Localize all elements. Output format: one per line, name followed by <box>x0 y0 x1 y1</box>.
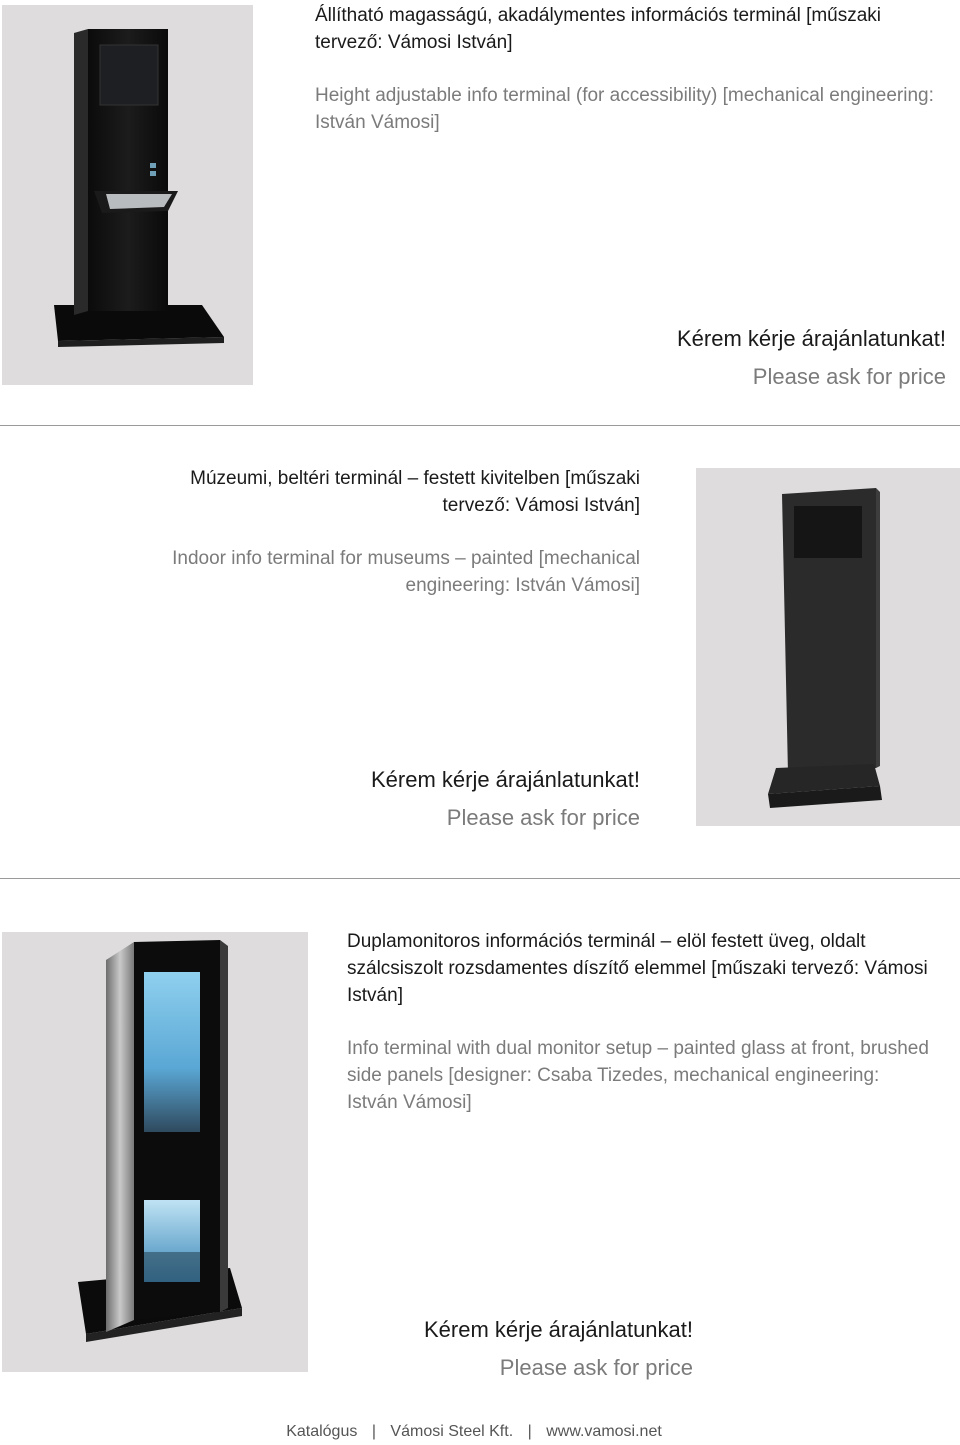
product-1-title-hu: Állítható magasságú, akadálymentes információs terminál [műszaki tervező: Vámosi István] <box>315 5 882 53</box>
product-photo-dual-monitor-terminal <box>2 932 308 1372</box>
product-2-price-request-hu: Kérem kérje árajánlatunkat! <box>370 767 640 792</box>
footer-catalog-label: Katalógus <box>286 1423 358 1440</box>
product-2-title-en: Indoor info terminal for museums – painted [mechanical engineering: István Vámosi] <box>172 548 640 596</box>
product-photo-museum-terminal <box>696 468 960 826</box>
product-1-title-en: Height adjustable info terminal (for accessibility) [mechanical engineering: István Vámosi] <box>315 85 934 133</box>
section-divider <box>0 425 960 426</box>
page-footer <box>0 1423 948 1441</box>
section-divider <box>0 878 960 879</box>
footer-separator: | <box>527 1423 532 1440</box>
footer-company-name: Vámosi Steel Kft. <box>390 1423 514 1440</box>
product-3-title-en: Info terminal with dual monitor setup – painted glass at front, brushed side panels [designer: Csaba Tizedes, mechanical engineering: István Vámosi] <box>347 1038 929 1113</box>
product-2-title-hu: Múzeumi, beltéri terminál – festett kivitelben [műszaki tervező: Vámosi István] <box>190 468 640 516</box>
product-1-price-request-hu: Kérem kérje árajánlatunkat! <box>676 326 946 351</box>
product-3-price-request-en: Please ask for price <box>499 1355 693 1380</box>
product-photo-height-adjustable-terminal <box>2 5 253 385</box>
product-3-title-hu: Duplamonitoros információs terminál – elöl festett üveg, oldalt szálcsiszolt rozsdamentes díszítő elemmel [műszaki tervező: Vámosi István] <box>347 931 928 1006</box>
product-3-price-request-hu: Kérem kérje árajánlatunkat! <box>423 1317 693 1342</box>
footer-separator: | <box>371 1423 376 1440</box>
product-1-price-request-en: Please ask for price <box>752 364 946 389</box>
product-2-price-request-en: Please ask for price <box>446 805 640 830</box>
footer-website-link[interactable]: www.vamosi.net <box>546 1423 662 1440</box>
